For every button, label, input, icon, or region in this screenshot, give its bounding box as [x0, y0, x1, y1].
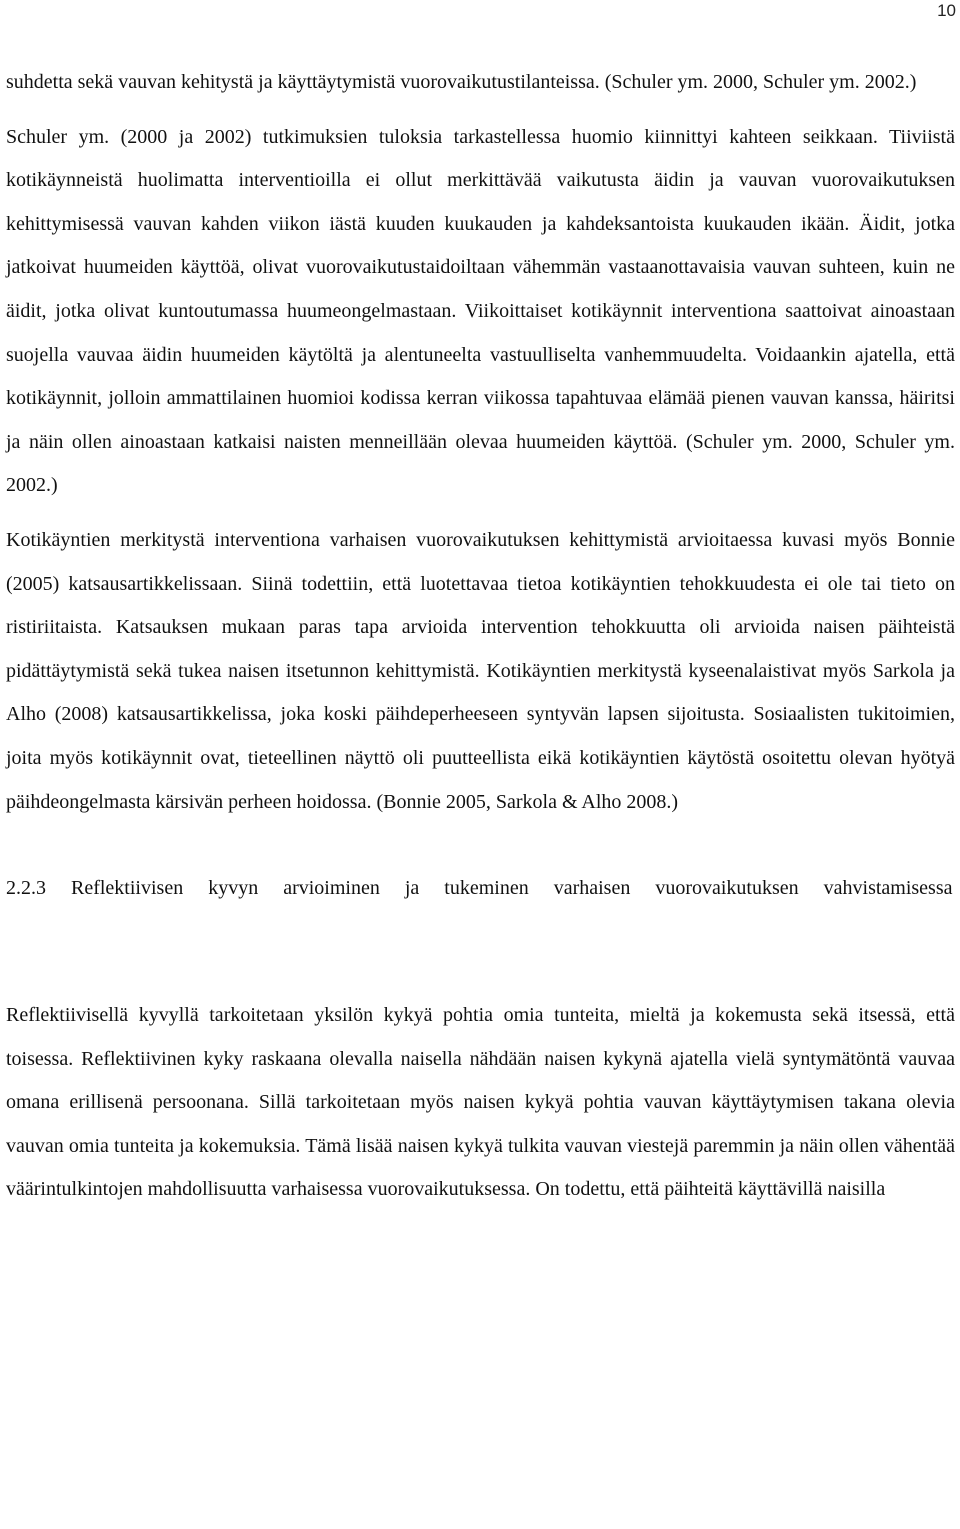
paragraph-gap	[6, 508, 955, 519]
paragraph-gap	[6, 105, 955, 116]
section-heading: 2.2.3 Reflektiivisen kyvyn arvioiminen ja tukeminen varhaisen vuorovaikutuksen vahvistamisessa	[6, 877, 953, 900]
document-body	[6, 61, 955, 1212]
page-number: 10	[937, 1, 956, 20]
paragraph-schuler-findings: Schuler ym. (2000 ja 2002) tutkimuksien tuloksia tarkastellessa huomio kiinnittyi kahteen seikkaan. Tiiviistä kotikäynneistä huolimatta interventioilla ei ollut merkittävää vaikutusta äidin ja vauvan vuorovaikutuksen kehittymisessä vauvan kahden viikon iästä kuuden kuukauden ja kahdeksantoista kuukauden ikään. Äidit, jotka jatkoivat huumeiden käyttöä, olivat vuorovaikutustaidoiltaan vähemmän vastaanottavaisia vauvan suhteen, kuin ne äidit, jotka olivat kuntoutumassa huumeongelmastaan. Viikoittaiset kotikäynnit interventiona saattoivat ainoastaan suojella vauvaa äidin huumeiden käytöltä ja alentuneelta vastuulliselta vanhemmuudelta. Voidaankin ajatella, että kotikäynnit, jolloin ammattilainen huomioi kodissa kerran viikossa tapahtuvaa elämää pienen vauvan kanssa, häiritsi ja näin ollen ainoastaan katkaisi naisten menneillään olevaa huumeiden käyttöä. (Schuler ym. 2000, Schuler ym. 2002.)	[6, 125, 955, 497]
paragraph-home-visits: Kotikäyntien merkitystä interventiona varhaisen vuorovaikutuksen kehittymistä arvioitaessa kuvasi myös Bonnie (2005) katsausartikkelissaan. Siinä todettiin, että luotettavaa tietoa kotikäyntien tehokkuudesta ei ole tai tieto on ristiriitaista. Katsauksen mukaan paras tapa arvioida intervention tehokkuutta oli arvioida naisen päihteistä pidättäytymistä sekä tukea naisen itsetunnon kehittymistä. Kotikäyntien merkitystä kyseenalaistivat myös Sarkola ja Alho (2008) katsausartikkelissa, joka koski päihdeperheeseen syntyvän lapsen sijoitusta. Sosiaalisten tukitoimien, joita myös kotikäynnit ovat, tieteellinen näyttö oli puutteellista eikä kotikäyntien käytöstä osoitettu olevan hyötyä päihdeongelmasta kärsivän perheen hoidossa. (Bonnie 2005, Sarkola & Alho 2008.)	[6, 528, 955, 813]
paragraph-continuation: suhdetta sekä vauvan kehitystä ja käyttäytymistä vuorovaikutustilanteissa. (Schuler ym. 2000, Schuler ym. 2002.)	[6, 71, 917, 93]
paragraph-reflective-capacity: Reflektiivisellä kyvyllä tarkoitetaan yksilön kykyä pohtia omia tunteita, mieltä ja kokemusta sekä itsessä, että toisessa. Reflektiivinen kyky raskaana olevalla naisella nähdään naisen kykynä ajatella vielä syntymätöntä vauvaa omana erillisenä persoonana. Sillä tarkoitetaan myös naisen kykyä pohtia vauvan käyttäytymisen takana olevia vauvan omia tunteita ja kokemuksia. Tämä lisää naisen kykyä tulkita vauvan viestejä paremmin ja näin ollen vähentää väärintulkintojen mahdollisuutta varhaisessa vuorovaikutuksessa. On todettu, että päihteitä käyttävillä naisilla	[6, 1004, 955, 1201]
heading-gap	[6, 910, 955, 994]
section-gap	[6, 824, 955, 867]
